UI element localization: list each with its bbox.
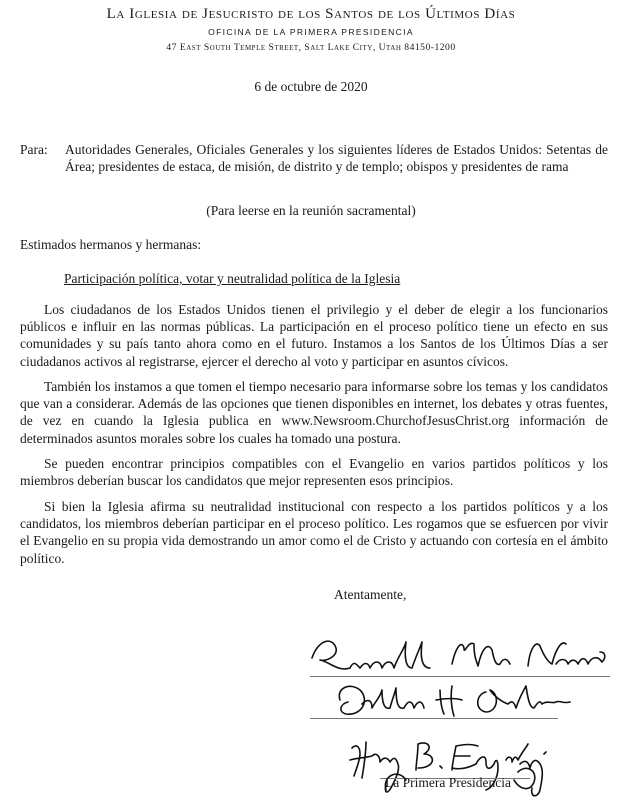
letter-date: 6 de octubre de 2020 bbox=[254, 79, 368, 94]
closing: Atentamente, bbox=[334, 587, 407, 602]
letterhead-organization: La Iglesia de Jesucristo de los Santos de los Últimos Días bbox=[106, 6, 516, 22]
paragraph: Los ciudadanos de los Estados Unidos tienen el privilegio y el deber de elegir a los funcionarios públicos e influir en las normas públicas. La participación en el proceso político tiene un efecto en sus comunidades y su país tanto ahora como en el futuro. Instamos a los Santos de los Últimos Días a ser ciudadanos activos al registrarse, ejercer el derecho al voto y participar en asuntos cívicos. bbox=[20, 302, 608, 369]
reading-note: (Para leerse en la reunión sacramental) bbox=[206, 203, 416, 218]
addressees-label: Para: bbox=[20, 142, 48, 157]
signature-oaks bbox=[339, 686, 570, 716]
letterhead-address: 47 East South Temple Street, Salt Lake City, Utah 84150-1200 bbox=[166, 42, 456, 53]
subject-line: Participación política, votar y neutralidad política de la Iglesia bbox=[64, 271, 401, 286]
signature-line bbox=[310, 718, 558, 719]
signature-nelson bbox=[312, 641, 605, 669]
signature-line bbox=[310, 676, 610, 677]
signatory: La Primera Presidencia bbox=[385, 775, 511, 790]
paragraph: También los instamos a que tomen el tiempo necesario para informarse sobre los temas y los candidatos que van a considerar. Además de las opciones que tienen disponibles en internet, los debates y otras fuentes, de vez en cuando la Iglesia publica en www.Newsroom.ChurchofJesusChrist.org información de determinados asuntos morales sobre los cuales ha tomado una postura. bbox=[20, 379, 608, 446]
paragraph: Si bien la Iglesia afirma su neutralidad institucional con respecto a los partidos políticos y a los candidatos, los miembros deberían participar en el proceso político. Les rogamos que se esfuercen por vivir el Evangelio en su propia vida demostrando un amor como el de Cristo y actuando con cortesía en el ámbito político. bbox=[20, 499, 608, 566]
greeting: Estimados hermanos y hermanas: bbox=[20, 237, 202, 252]
letterhead-office: OFICINA DE LA PRIMERA PRESIDENCIA bbox=[208, 27, 414, 37]
paragraph: Se pueden encontrar principios compatibles con el Evangelio en varios partidos políticos y los miembros deberían buscar los candidatos que mejor representen esos principios. bbox=[20, 456, 608, 489]
addressees-text: Autoridades Generales, Oficiales Generales y los siguientes líderes de Estados Unidos: Setentas de Área; presidentes de estaca, de misión, de distrito y de templo; obispos y presidentes de rama bbox=[65, 142, 608, 174]
